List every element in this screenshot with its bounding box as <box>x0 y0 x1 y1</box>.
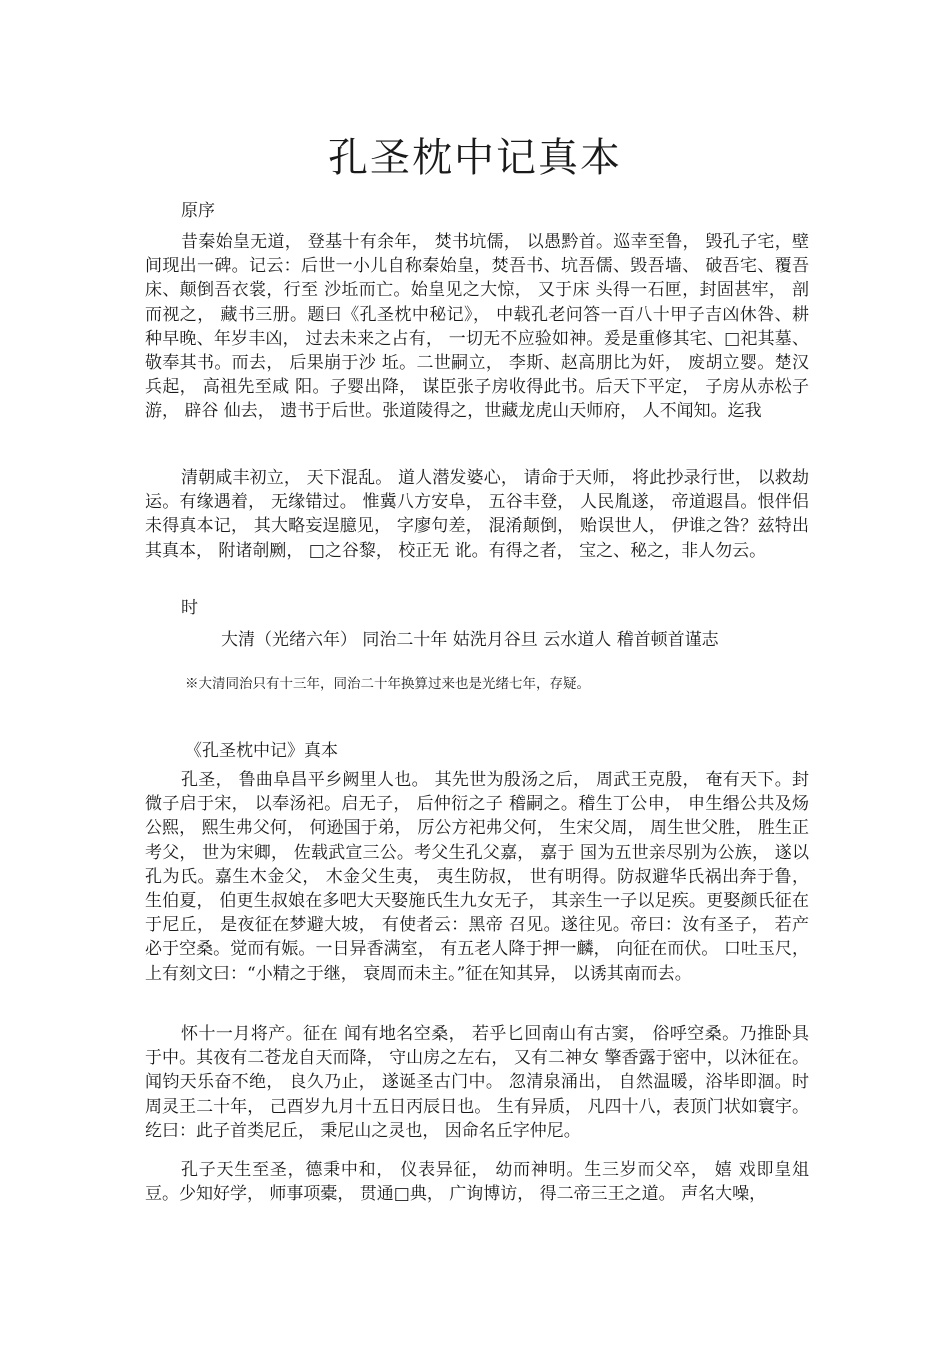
preface-paragraph-1: 昔秦始皇无道， 登基十有余年， 焚书坑儒， 以愚黔首。巡幸至鲁， 毁孔子宅，壁间现出一碑。记云：后世一小儿自称秦始皇，焚吾书、坑吾儒、毁吾墙、 破吾宅、覆吾床、颠倒吾衣裳，行至 沙坵而亡。始皇见之大惊， 又于床 头得一石匣，封固甚牢， 剖而视之， 藏书三册。题曰《孔圣枕中秘记》， 中载孔老问答一百八十甲子吉凶休咎、耕种早晚、年岁丰凶， 过去未来之占有， 一切无不应验如神。爰是重修其宅、□祀其墓、敬奉其书。而去， 后果崩于沙 坵。二世嗣立， 李斯、赵高朋比为奸， 废胡立婴。楚汉兵起， 高祖先至咸 阳。子婴出降， 谋臣张子房收得此书。后天下平定， 子房从赤松子游， 辟谷 仙去， 遗书于后世。张道陵得之，世藏龙虎山天师府， 人不闻知。迄我 <box>145 232 809 422</box>
document-title: 孔圣枕中记真本 <box>328 135 622 181</box>
body-paragraph-1: 孔圣， 鲁曲阜昌平乡阙里人也。 其先世为殷汤之后， 周武王克殷， 奄有天下。封微子启于宋， 以奉汤祀。启无子， 后仲衍之子 稽嗣之。稽生丁公申， 申生缗公共及炀公熙， 熙生弗父何， 何逊国于弟， 厉公方祀弗父何， 生宋父周， 周生世父胜， 胜生正考父， 世为宋卿， 佐载武宣三公。考父生孔父嘉， 嘉于 国为五世亲尽别为公族， 遂以孔为氏。嘉生木金父， 木金父生夷， 夷生防叔， 世有明得。防叔避华氏祸出奔于鲁， 生伯夏， 伯更生叔娘在多吧大天娶施氏生九女无子， 其亲生一子以足疾。更娶颜氏征在于尼丘， 是夜征在梦避大坡， 有使者云：黑帝 召见。遂往见。帝曰：汝有圣子， 若产必于空桑。觉而有娠。一日异香满室， 有五老人降于押一麟， 向征在而伏。 口吐玉尺， 上有刻文曰：“小精之于继， 衰周而未主。”征在知其异， 以诱其南而去。 <box>145 770 809 984</box>
body-paragraph-2: 怀十一月将产。征在 闻有地名空桑， 若乎匕回南山有古窦， 俗呼空桑。乃推卧具于中。其夜有二苍龙自天而降， 守山房之左右， 又有二神女 擎香露于密中，以沐征在。闻钧天乐奋不绝， 良久乃止， 遂诞圣古门中。 忽清泉涌出， 自然温暖，浴毕即涸。时周灵王二十年， 己酉岁九月十五日丙辰日也。 生有异质， 凡四十八，表顶门状如寰宇。 纥曰：此子首类尼丘， 秉尼山之灵也， 因命名丘字仲尼。 <box>145 1024 809 1141</box>
preface-paragraph-2: 清朝咸丰初立， 天下混乱。 道人潜发婆心， 请命于天师， 将此抄录行世， 以救劫运。有缘遇着， 无缘错过。 惟冀八方安阜， 五谷丰登， 人民胤遂， 帝道遐昌。恨伴侣未得真本记， 其大略妄逞臆见， 字廖句差， 混淆颠倒， 贻误世人， 伊谁之咎？兹特出其真本， 附诸剞劂， □之谷黎， 校正无 讹。有得之者， 宝之、秘之，非人勿云。 <box>145 468 809 561</box>
signature-line: 大清（光绪六年） 同治二十年 姑洗月谷旦 云水道人 稽首顿首谨志 <box>221 630 719 650</box>
editor-note: ※大清同治只有十三年，同治二十年换算过来也是光绪七年，存疑。 <box>185 676 590 692</box>
time-label: 时 <box>181 598 198 618</box>
section-title: 《孔圣枕中记》真本 <box>185 741 338 761</box>
preface-label: 原序 <box>181 201 215 221</box>
body-paragraph-3: 孔子天生至圣，德秉中和， 仪表异征， 幼而神明。生三岁而父卒， 嬉 戏即皇俎豆。少知好学， 师事项橐， 贯通□典， 广询博访， 得二帝三王之道。 声名大噪， <box>145 1160 809 1205</box>
